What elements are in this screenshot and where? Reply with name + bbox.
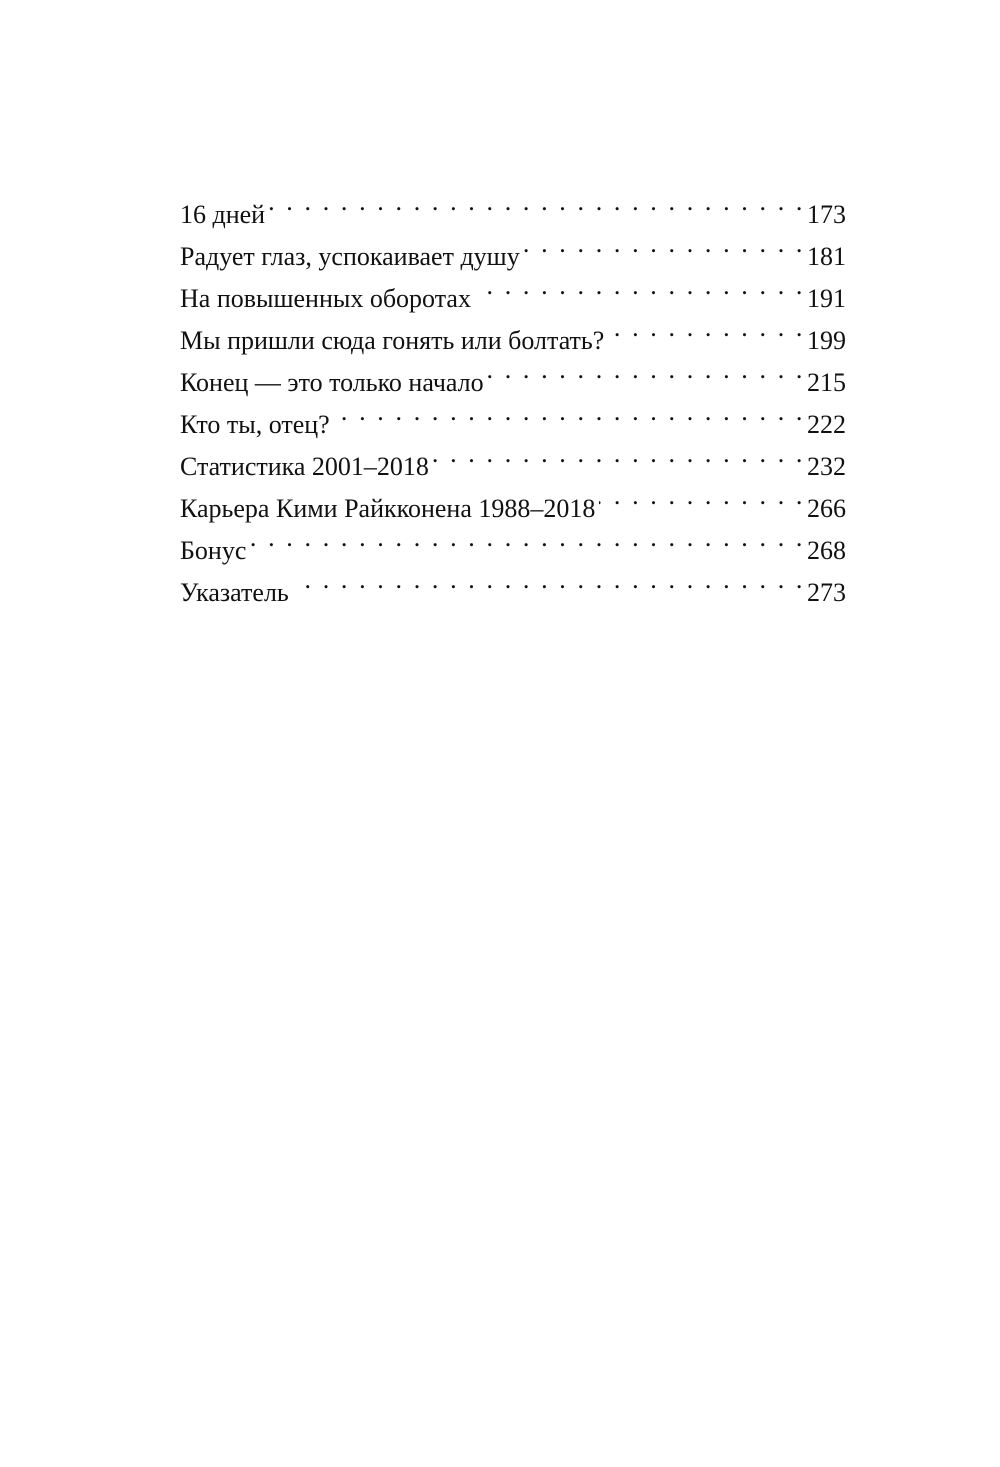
toc-entry-page: 215 [807,368,846,397]
toc-entry-page: 273 [807,578,846,607]
toc-entry-title: Бонус [180,530,250,572]
toc-leader-dots [250,517,805,559]
toc-entry-page: 191 [807,284,846,313]
toc-entry-title: Статистика 2001–2018 [180,446,433,488]
toc-entry-page: 199 [807,326,846,355]
toc-entry-title: Карьера Кими Райкконена 1988–2018 [180,488,599,530]
toc-leader-dots [269,181,805,223]
toc-leader-dots [608,307,805,349]
toc-entry-title: Кто ты, отец? [180,404,334,446]
toc-entry-page: 232 [807,452,846,481]
toc-leader-dots [334,391,805,433]
toc-entry-page: 173 [807,200,846,229]
toc-entry-page: 268 [807,536,846,565]
toc-entry-title: На повышенных оборотах [180,278,475,320]
toc-leader-dots [524,223,805,265]
toc-leader-dots [488,349,805,391]
toc-entry-title: Радует глаз, успокаивает душу [180,236,524,278]
toc-leader-dots [293,559,805,601]
toc-entry-page: 181 [807,242,846,271]
toc-entry-page: 266 [807,494,846,523]
toc-leader-dots [475,265,805,307]
toc-leader-dots [599,475,805,517]
toc-entry-title: Конец — это только начало [180,362,488,404]
toc-entry-title: 16 дней [180,194,269,236]
toc-entry-title: Мы пришли сюда гонять или болтать? [180,320,608,362]
toc-entry[interactable] [180,517,846,565]
toc-entry[interactable] [180,559,846,607]
toc-entry[interactable] [180,181,846,229]
toc-leader-dots [433,433,805,475]
toc-entry-title: Указатель [180,572,293,614]
toc-entry[interactable] [180,223,846,271]
toc-entry-page: 222 [807,410,846,439]
table-of-contents [180,181,846,607]
